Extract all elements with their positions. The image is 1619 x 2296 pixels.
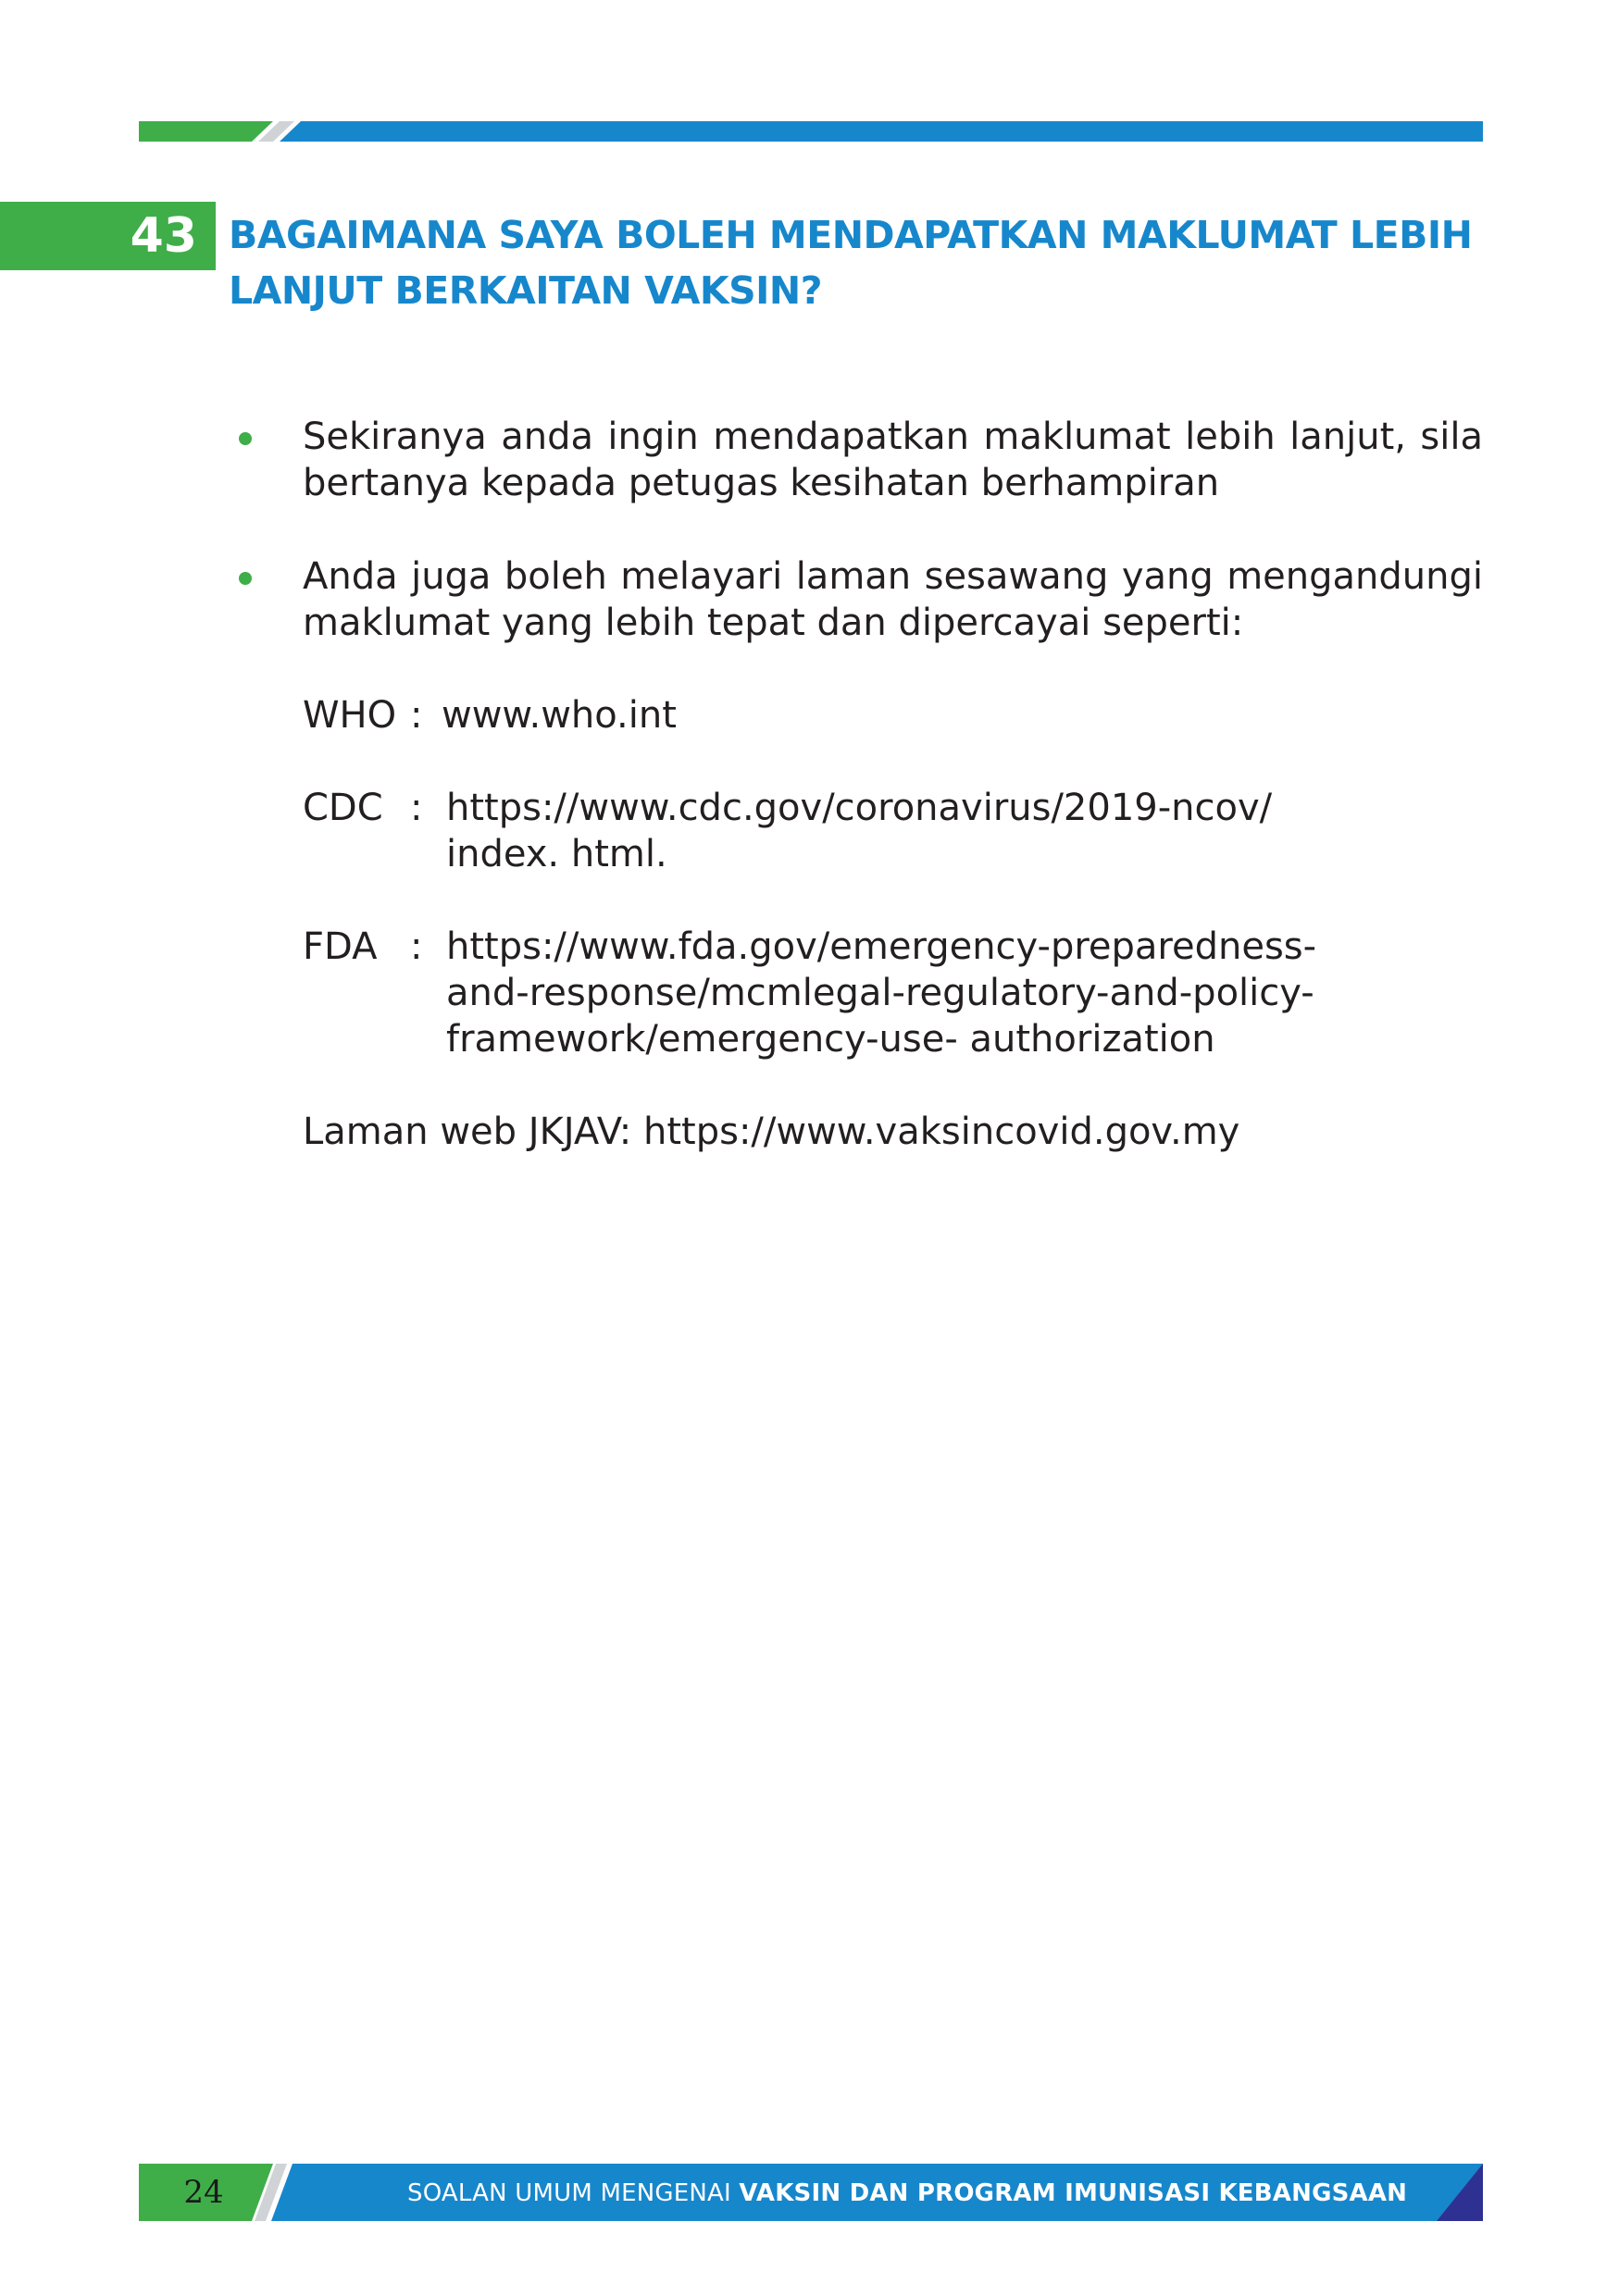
top-decorative-bar (139, 121, 1483, 142)
who-label: WHO (303, 694, 397, 737)
cdc-link[interactable] (446, 785, 1483, 877)
cdc-colon: : (410, 787, 423, 829)
bullet-1-line1: Sekiranya anda ingin mendapatkan maklumat lebih lanjut, sila (303, 416, 1483, 458)
bullet-dot-icon (239, 572, 252, 585)
fda-link-line2: and-response/mcmlegal-regulatory-and-policy- (446, 972, 1314, 1014)
question-title-line2: LANJUT BERKAITAN VAKSIN? (229, 268, 822, 313)
question-number: 43 (130, 208, 197, 264)
question-title-line1: BAGAIMANA SAYA BOLEH MENDAPATKAN MAKLUMAT LEBIH (229, 213, 1473, 257)
who-colon: : (410, 694, 423, 737)
fda-link-line1: https://www.fda.gov/emergency-preparedness- (446, 925, 1317, 968)
fda-label: FDA (303, 925, 378, 968)
bullet-item-1 (303, 414, 1483, 506)
jkjav-link[interactable]: Laman web JKJAV: https://www.vaksincovid.gov.my (303, 1111, 1240, 1153)
bullet-2-line1: Anda juga boleh melayari laman sesawang yang mengandungi (303, 555, 1483, 598)
who-link[interactable]: www.who.int (442, 694, 677, 737)
question-number-badge (0, 202, 216, 270)
bullet-1-line2: bertanya kepada petugas kesihatan berhampiran (303, 462, 1220, 504)
question-title (229, 207, 1497, 318)
footer-title (407, 2164, 1426, 2221)
bullet-dot-icon (239, 432, 252, 445)
fda-link[interactable] (446, 924, 1483, 1062)
footer-title-bold: VAKSIN DAN PROGRAM IMUNISASI KEBANGSAAN (739, 2179, 1408, 2207)
fda-colon: : (410, 925, 423, 968)
cdc-link-line1: https://www.cdc.gov/coronavirus/2019-ncov/ (446, 787, 1273, 829)
bullet-2-line2: maklumat yang lebih tepat dan dipercayai seperti: (303, 602, 1244, 644)
footer-title-regular: SOALAN UMUM MENGENAI (407, 2179, 740, 2207)
bullet-item-2 (303, 553, 1483, 646)
cdc-label: CDC (303, 787, 383, 829)
fda-link-line3: framework/emergency-use- authorization (446, 1018, 1215, 1061)
cdc-link-line2: index. html. (446, 833, 667, 875)
page-number: 24 (183, 2174, 224, 2211)
